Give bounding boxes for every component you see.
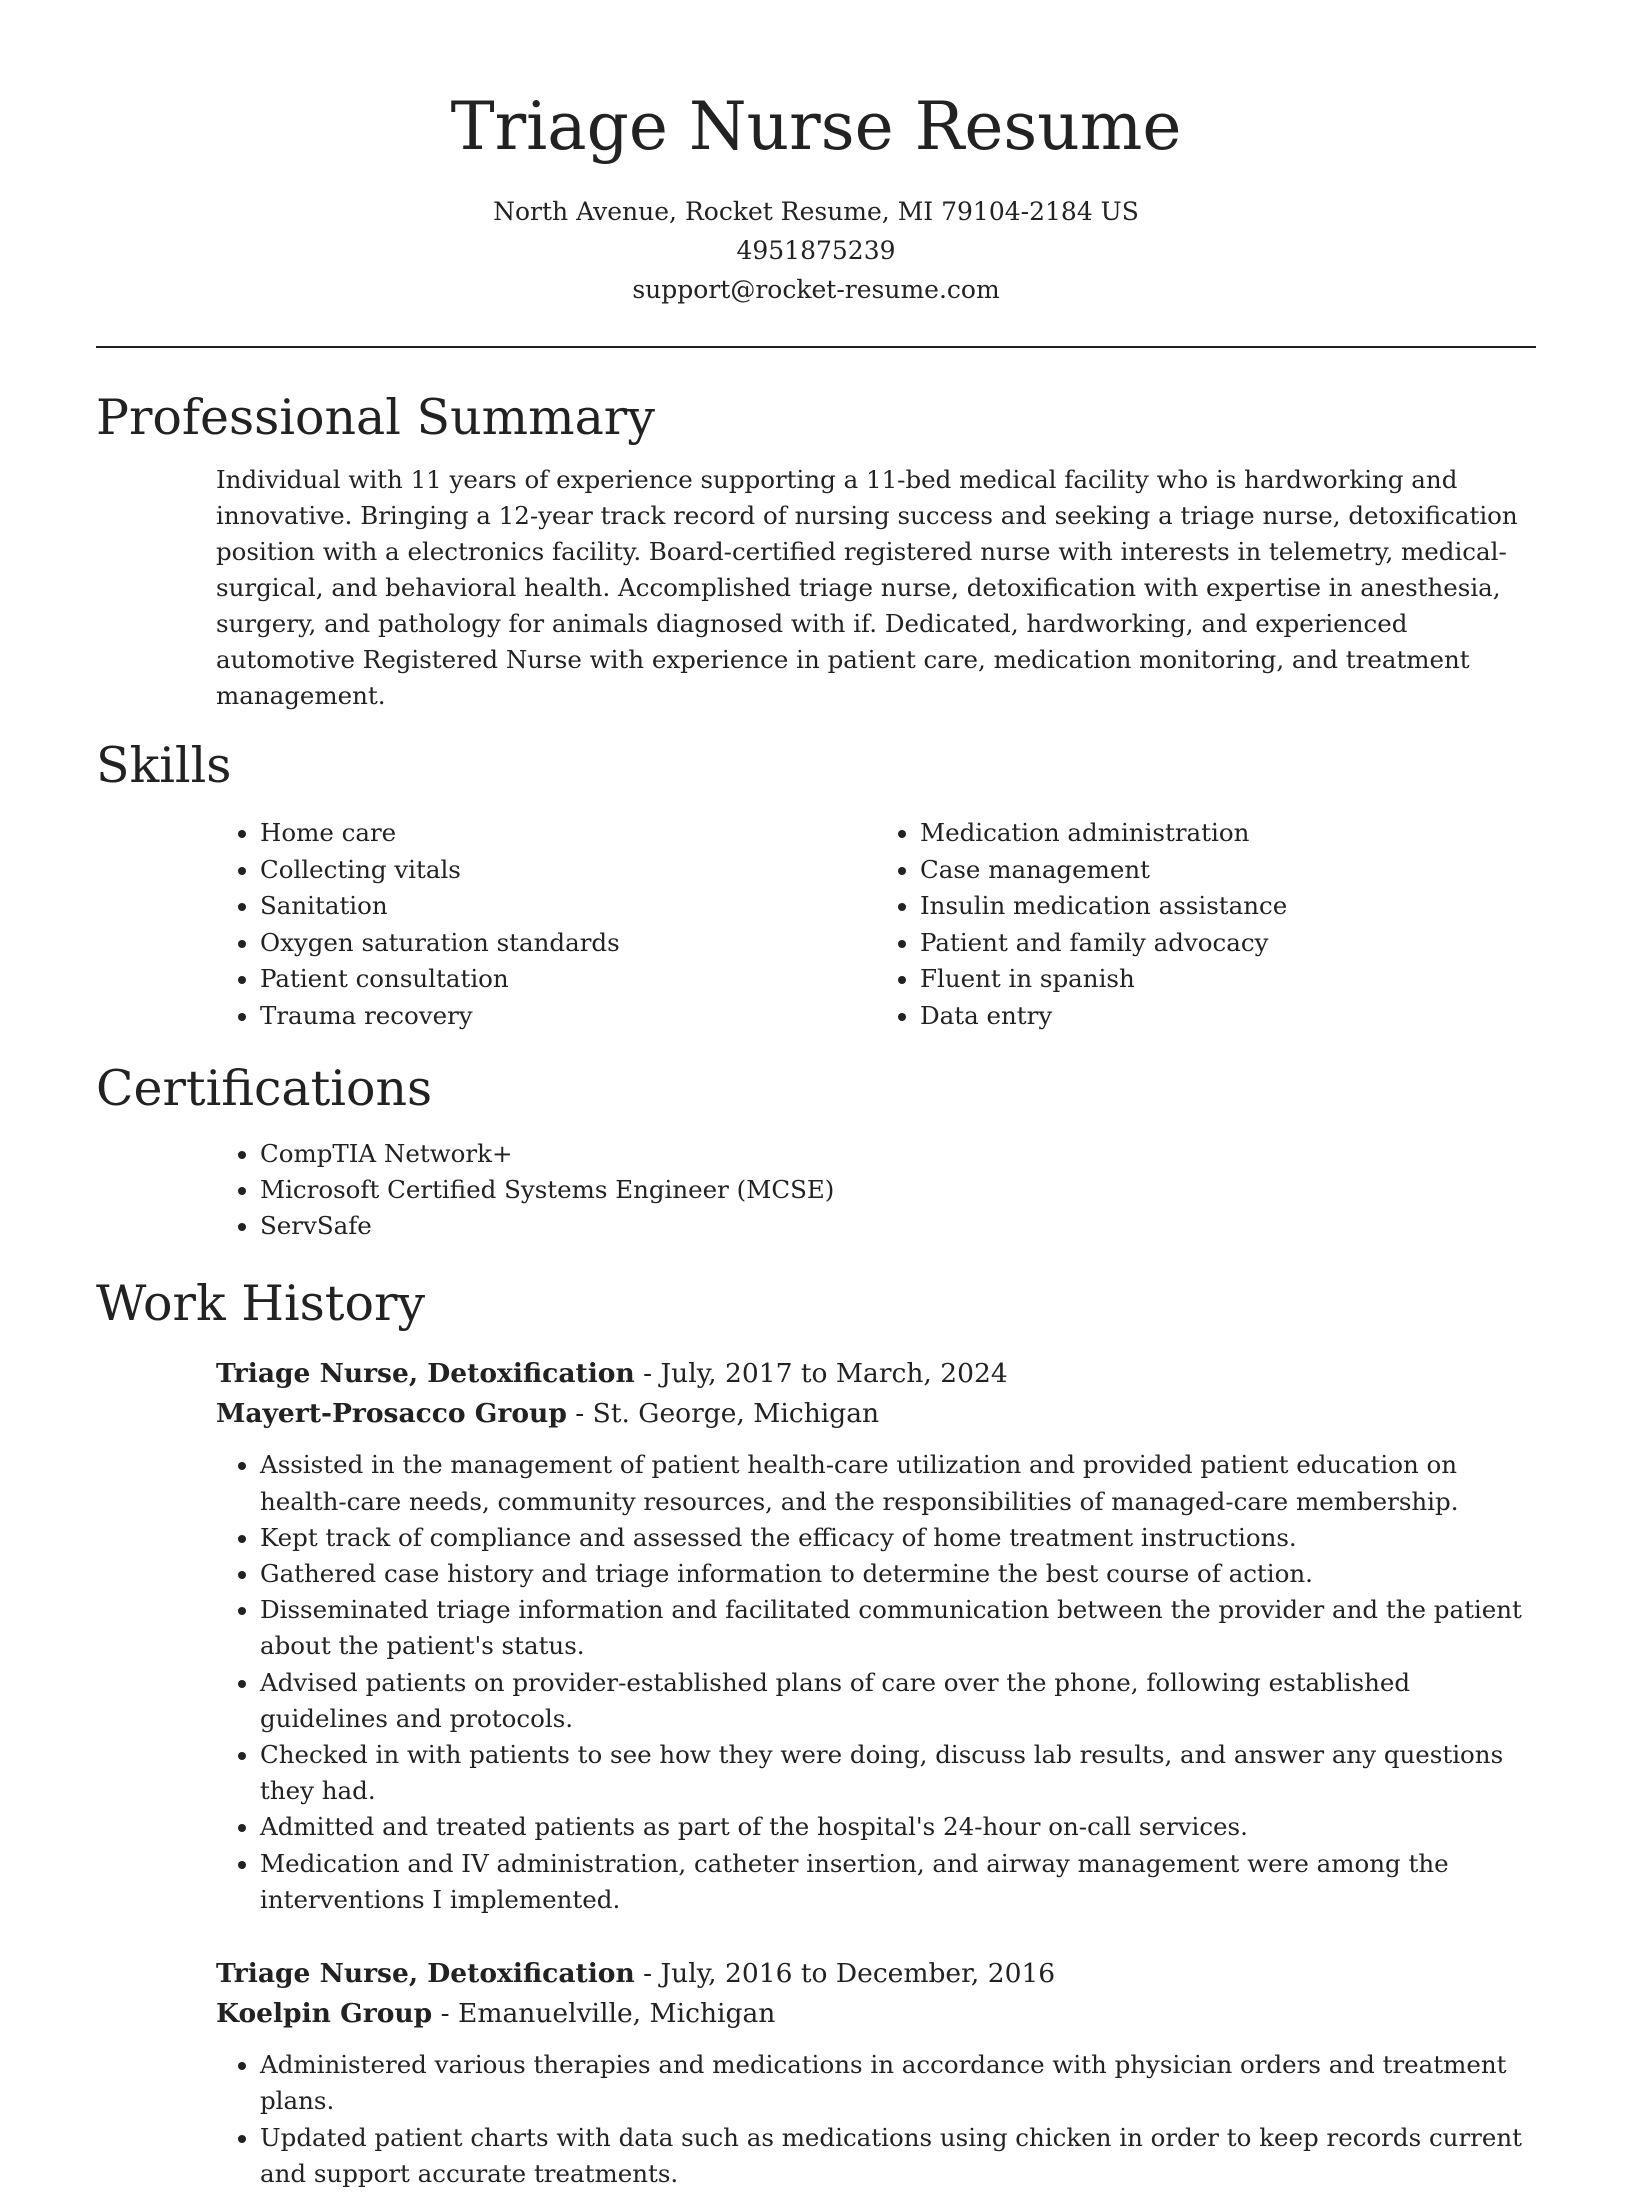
job-responsibilities	[216, 2047, 1536, 2192]
job-location: - St. George, Michigan	[566, 1398, 880, 1430]
section-title-work-history: Work History	[96, 1275, 426, 1333]
resume-title: Triage Nurse Resume	[450, 88, 1182, 165]
section-title-skills: Skills	[96, 737, 232, 794]
job-responsibilities	[216, 1447, 1536, 1918]
email-address: support@rocket-resume.com	[632, 275, 1000, 304]
certifications-section	[96, 1059, 1536, 1245]
resume-header	[96, 0, 1536, 309]
professional-summary-section	[96, 388, 1536, 714]
job-company: Koelpin Group	[216, 1998, 433, 2030]
certification-item: • ServSafe	[260, 1208, 1536, 1244]
skills-section	[96, 736, 1536, 1035]
header-divider	[96, 346, 1536, 348]
job-entry	[216, 1354, 1536, 1918]
skill-item: • Trauma recovery	[260, 998, 876, 1035]
skill-item: • Medication administration	[920, 815, 1536, 852]
responsibility-item: • Administered various therapies and medications in accordance with physician orders and treatment plans.	[260, 2047, 1536, 2119]
responsibility-item: • Assisted in the management of patient health-care utilization and provided patient education on health-care needs, community resources, and the responsibilities of managed-care membership.	[260, 1447, 1536, 1519]
responsibility-item: • Advised patients on provider-established plans of care over the phone, following established guidelines and protocols.	[260, 1665, 1536, 1737]
job-title-line	[216, 1954, 1536, 1994]
job-dates: - July, 2016 to December, 2016	[634, 1958, 1056, 1990]
responsibility-item: • Gathered case history and triage information to determine the best course of action.	[260, 1556, 1536, 1592]
skill-item: • Home care	[260, 815, 876, 852]
skill-item: • Insulin medication assistance	[920, 888, 1536, 925]
skills-grid	[216, 815, 1536, 1035]
address: North Avenue, Rocket Resume, MI 79104-2184 US	[493, 197, 1139, 226]
summary-text: Individual with 11 years of experience supporting a 11-bed medical facility who is hardworking and innovative. Bringing a 12-year track record of nursing success and seeking a triage nurse, detoxification position with a electronics facility. Board-certified registered nurse with interests in telemetry, medical-surgical, and behavioral health. Accomplished triage nurse, detoxification with expertise in anesthesia, surgery, and pathology for animals diagnosed with if. Dedicated, hardworking, and experienced automotive Registered Nurse with experience in patient care, medication monitoring, and treatment management.	[216, 465, 1518, 710]
contact-info	[96, 192, 1536, 309]
responsibility-item: • Updated patient charts with data such as medications using chicken in order to keep records current and support accurate treatments.	[260, 2120, 1536, 2192]
skill-item: • Case management	[920, 852, 1536, 889]
skills-list-left	[216, 815, 876, 1035]
skill-item: • Data entry	[920, 998, 1536, 1035]
phone-number: 4951875239	[736, 236, 896, 265]
responsibility-item: • Disseminated triage information and facilitated communication between the provider and the patient about the patient's status.	[260, 1592, 1536, 1664]
job-company-line	[216, 1994, 1536, 2034]
skill-item: • Patient and family advocacy	[920, 925, 1536, 962]
section-title-certifications: Certifications	[96, 1059, 433, 1117]
certification-item: • Microsoft Certified Systems Engineer (MCSE)	[260, 1172, 1536, 1208]
job-company: Mayert-Prosacco Group	[216, 1398, 567, 1430]
job-role: Triage Nurse, Detoxification	[216, 1358, 635, 1390]
skill-item: • Fluent in spanish	[920, 961, 1536, 998]
skill-item: • Collecting vitals	[260, 852, 876, 889]
job-role: Triage Nurse, Detoxification	[216, 1958, 635, 1990]
skills-list-right	[876, 815, 1536, 1035]
job-title-line	[216, 1354, 1536, 1394]
skill-item: • Patient consultation	[260, 961, 876, 998]
skill-item: • Oxygen saturation standards	[260, 925, 876, 962]
skill-item: • Sanitation	[260, 888, 876, 925]
responsibility-item: • Admitted and treated patients as part of the hospital's 24-hour on-call services.	[260, 1809, 1536, 1845]
job-location: - Emanuelville, Michigan	[432, 1998, 776, 2030]
responsibility-item: • Medication and IV administration, catheter insertion, and airway management were among the interventions I implemented.	[260, 1846, 1536, 1918]
certification-item: • CompTIA Network+	[260, 1136, 1536, 1172]
job-dates: - July, 2017 to March, 2024	[634, 1358, 1008, 1390]
section-title-summary: Professional Summary	[96, 389, 655, 446]
responsibility-item: • Kept track of compliance and assessed the efficacy of home treatment instructions.	[260, 1520, 1536, 1556]
job-company-line	[216, 1394, 1536, 1434]
certification-list	[216, 1136, 1536, 1245]
responsibility-item: • Checked in with patients to see how they were doing, discuss lab results, and answer any questions they had.	[260, 1737, 1536, 1809]
resume-page	[96, 0, 1536, 2192]
work-history-section	[96, 1274, 1536, 2191]
job-entry	[216, 1954, 1536, 2192]
